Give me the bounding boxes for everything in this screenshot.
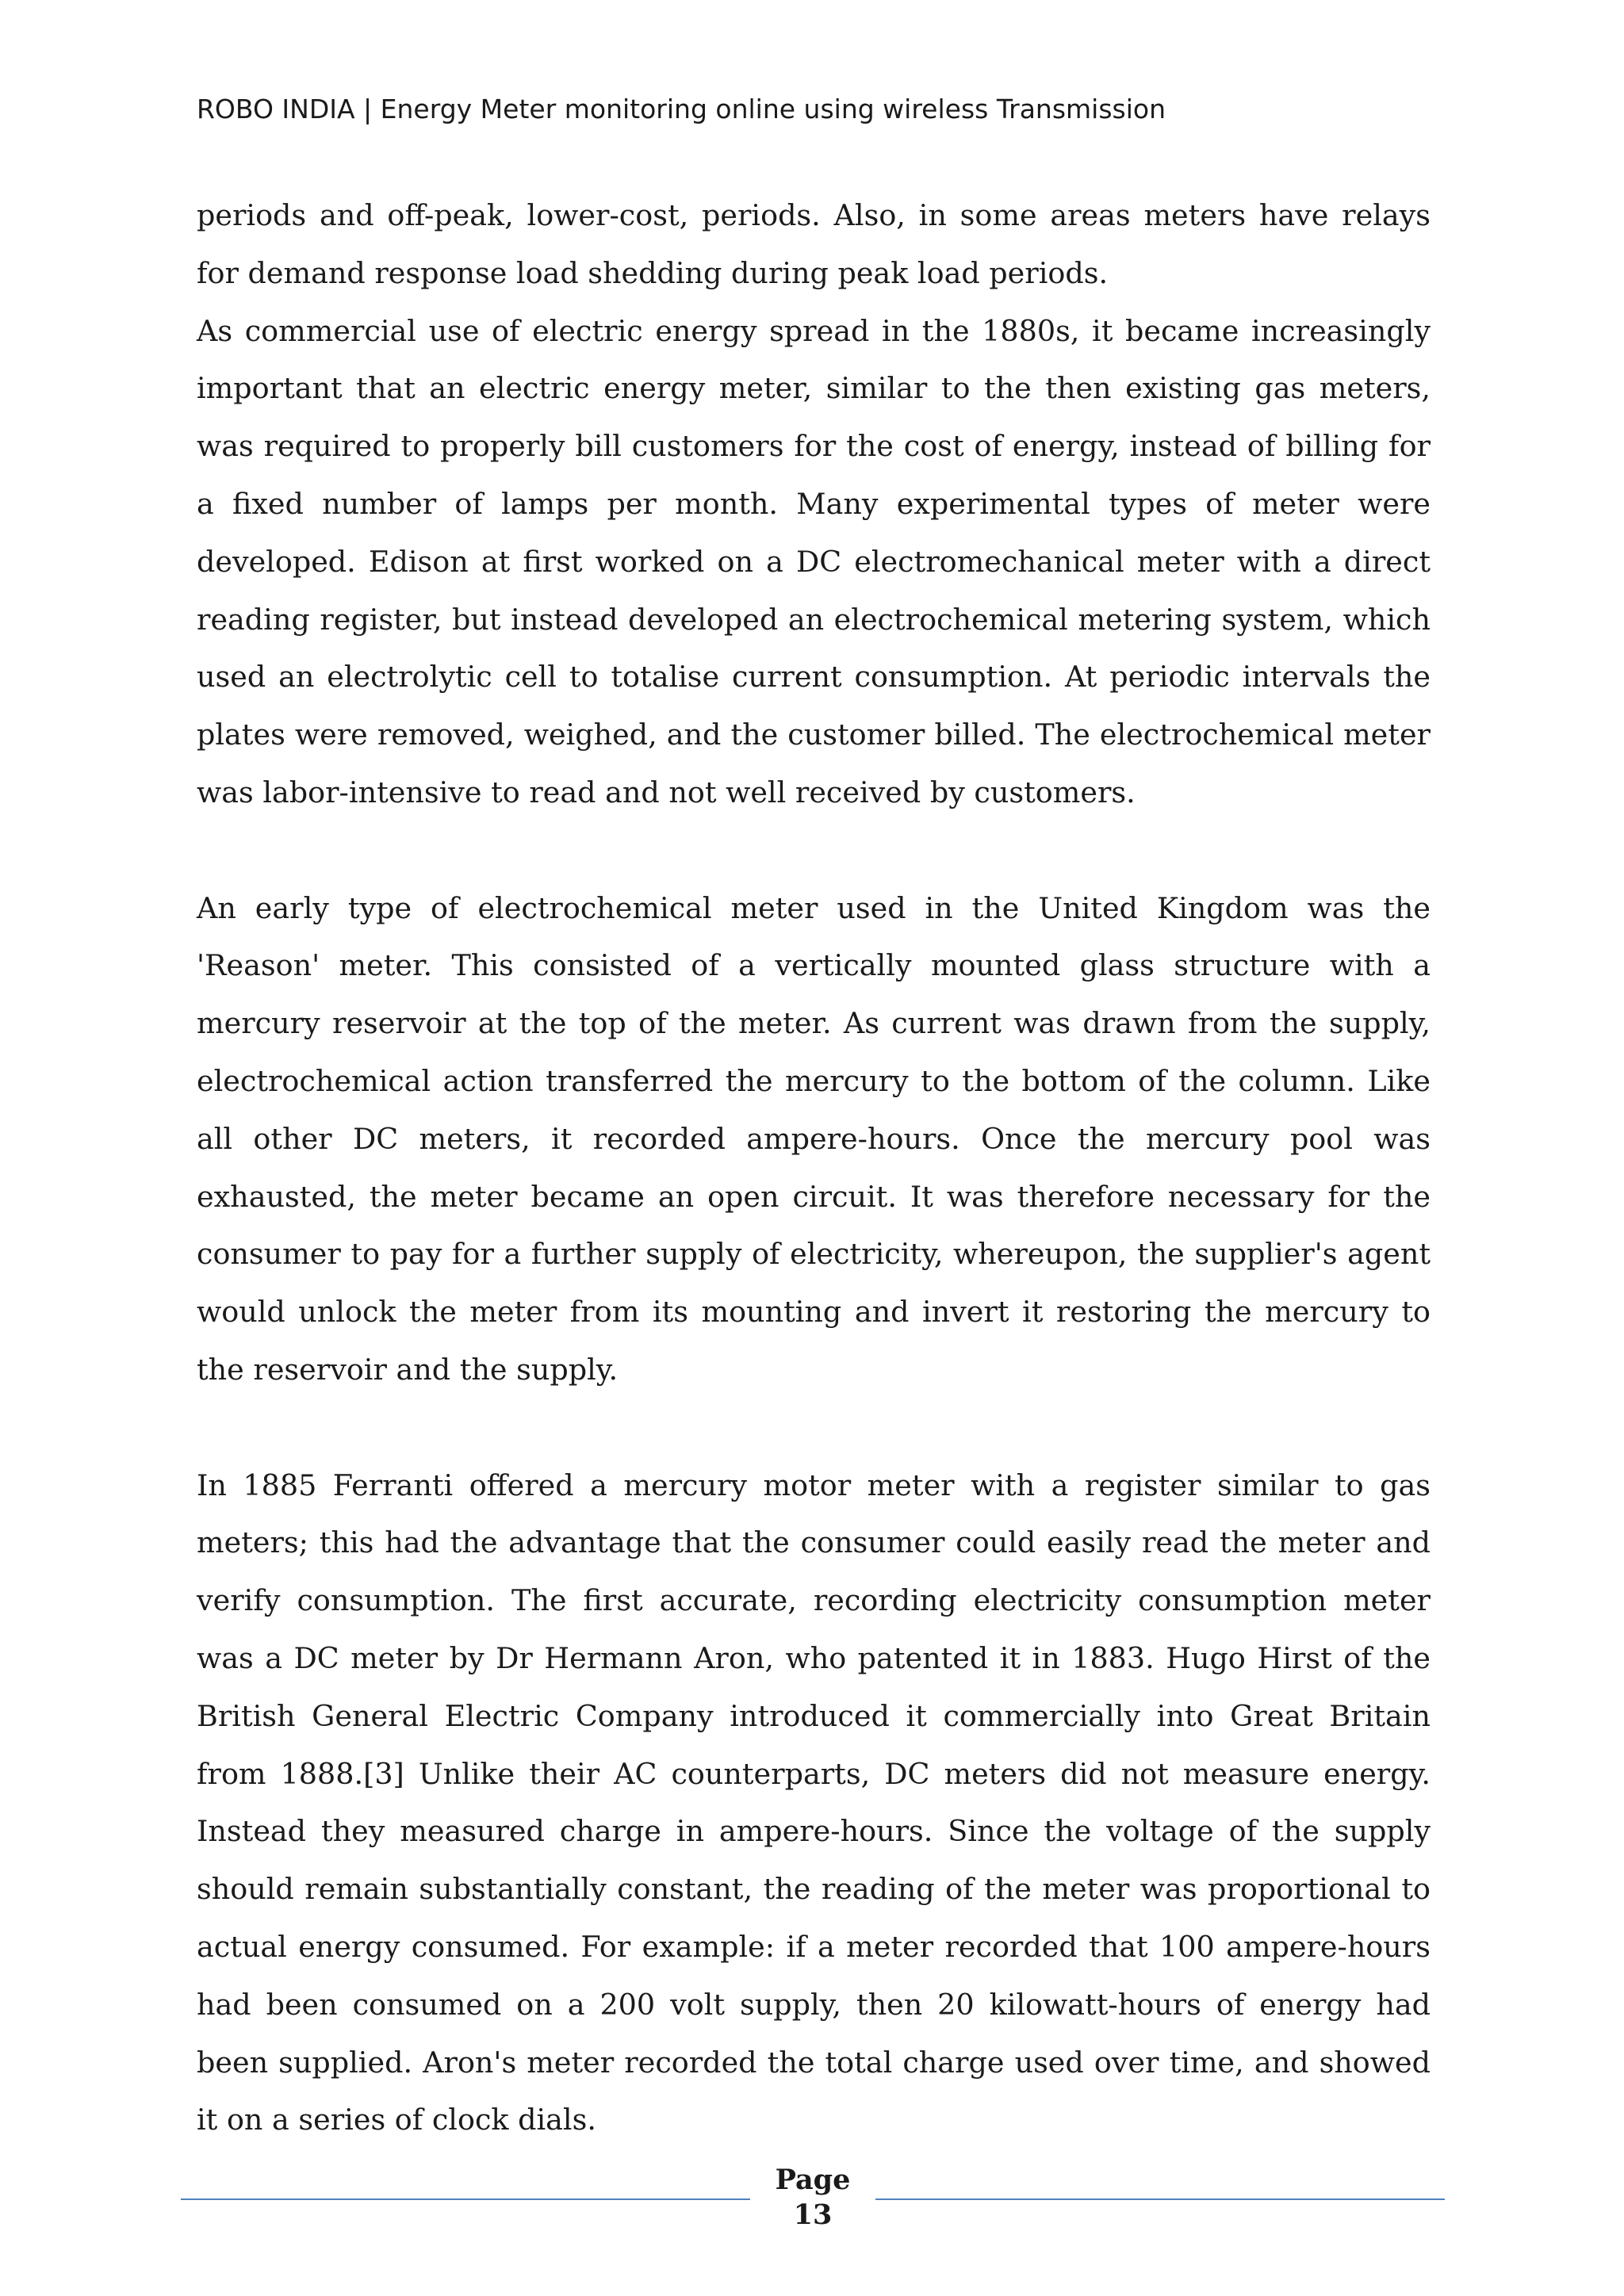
footer-rule-right <box>875 2198 1445 2200</box>
paragraph-ferranti-aron: In 1885 Ferranti offered a mercury motor meter with a register similar to gas meters; this had the advantage that the consumer could easily read the meter and verify consumption. The first accurate, recording electricity consumption meter was a DC meter by Dr Hermann Aron, who patented it in 1883. Hugo Hirst of the British General Electric Company introduced it commercially into Great Britain from 1888.[3] Unlike their AC counterparts, DC meters did not measure energy. Instead they measured charge in ampere-hours. Since the voltage of the supply should remain substantially constant, the reading of the meter was proportional to actual energy consumed. For example: if a meter recorded that 100 ampere-hours had been consumed on a 200 volt supply, then 20 kilowatt-hours of energy had been supplied. Aron's meter recorded the total charge used over time, and showed it on a series of clock dials. <box>197 1468 1431 2137</box>
paragraph-peak-periods: periods and off-peak, lower-cost, periods. Also, in some areas meters have relays for demand response load shedding during peak load periods. <box>197 198 1431 290</box>
paragraph-commercial-use: As commercial use of electric energy spread in the 1880s, it became increasingly important that an electric energy meter, similar to the then existing gas meters, was required to properly bill customers for the cost of energy, instead of billing for a fixed number of lamps per month. Many experimental types of meter were developed. Edison at first worked on a DC electromechanical meter with a direct reading register, but instead developed an electrochemical metering system, which used an electrolytic cell to totalise current consumption. At periodic intervals the plates were removed, weighed, and the customer billed. The electrochemical meter was labor-intensive to read and not well received by customers. <box>197 313 1431 809</box>
page-word: Page <box>775 2164 851 2196</box>
paragraph-reason-meter: An early type of electrochemical meter used in the United Kingdom was the 'Reason' meter. This consisted of a vertically mounted glass structure with a mercury reservoir at the top of the meter. As current was drawn from the supply, electrochemical action transferred the mercury to the bottom of the column. Like all other DC meters, it recorded ampere-hours. Once the mercury pool was exhausted, the meter became an open circuit. It was therefore necessary for the consumer to pay for a further supply of electricity, whereupon, the supplier's agent would unlock the meter from its mounting and invert it restoring the mercury to the reservoir and the supply. <box>197 890 1431 1387</box>
page-footer <box>0 2163 1624 2242</box>
footer-rule-left <box>181 2198 750 2200</box>
page-number: 13 <box>793 2198 833 2231</box>
page-number-label <box>750 2163 875 2233</box>
document-body <box>197 187 1431 2149</box>
running-header: ROBO INDIA | Energy Meter monitoring online using wireless Transmission <box>197 94 1166 124</box>
